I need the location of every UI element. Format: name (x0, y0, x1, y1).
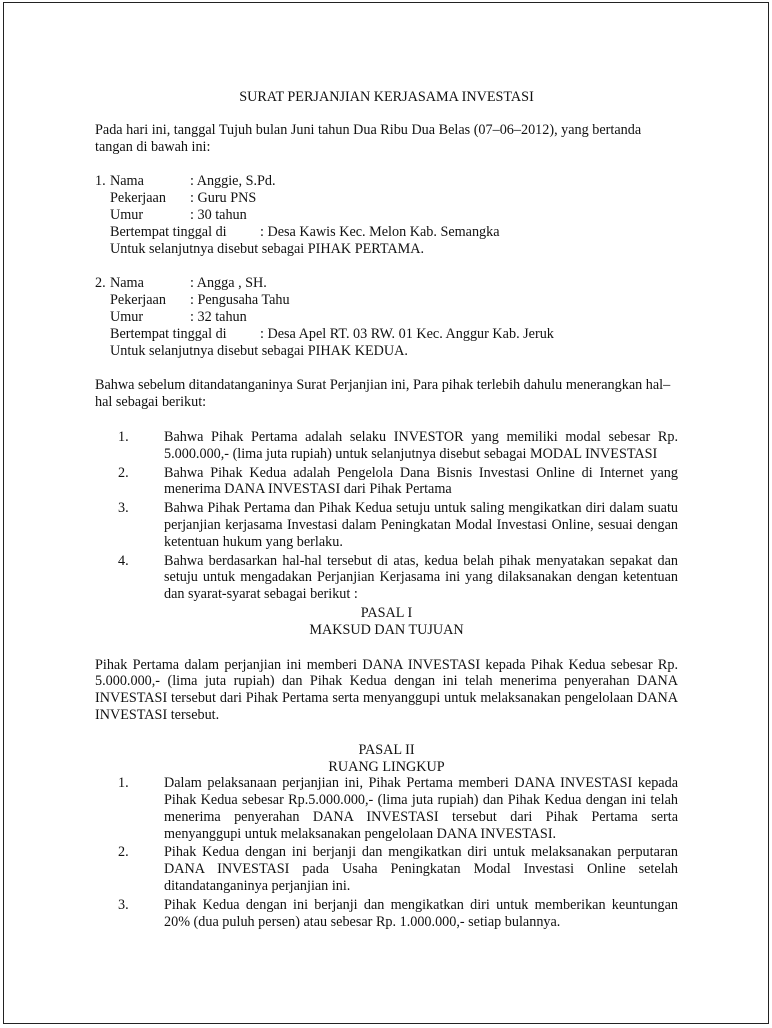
party2-note-row (95, 343, 678, 360)
party1-age-value: : 30 tahun (190, 206, 247, 223)
party2-name-label: Nama (110, 275, 144, 292)
list-item: 1. Dalam pelaksanaan perjanjian ini, Pihak Pertama memberi DANA INVESTASI kepada Pihak Kedua sebesar Rp.5.000.000,- (lima juta rupiah) dan Pihak Kedua dengan ini telah menerima penyerahan DANA INVESTASI tersebut dari Pihak Pertama serta menyanggupi untuk melaksanakan pengelolaan DANA INVESTASI. (118, 775, 678, 842)
party2-age-label: Umur (110, 308, 144, 325)
party2-job-value: : Pengusaha Tahu (190, 292, 290, 309)
party-second (95, 275, 678, 359)
party2-age-row (95, 309, 678, 326)
party1-note-row (95, 241, 678, 258)
party1-name-label: Nama (110, 173, 144, 190)
spacer (95, 639, 678, 657)
party2-job-row (95, 292, 678, 309)
party1-job-label: Pekerjaan (110, 190, 166, 207)
document-title: SURAT PERJANJIAN KERJASAMA INVESTASI (239, 89, 534, 105)
party1-job-row (95, 190, 678, 207)
party1-address-row (95, 224, 678, 241)
list-item: 3. Pihak Kedua dengan ini berjanji dan mengikatkan diri untuk memberikan keuntungan 20% (dua puluh persen) atau sebesar Rp. 1.000.000,- setiap bulannya. (118, 896, 678, 930)
list-item: 1. Bahwa Pihak Pertama adalah selaku INVESTOR yang memiliki modal sebesar Rp. 5.000.000,- (lima juta rupiah) untuk selanjutnya disebut sebagai MODAL INVESTASI (118, 428, 678, 462)
party1-name-value: : Anggie, S.Pd. (190, 173, 276, 190)
party1-age-label: Umur (110, 206, 144, 223)
party1-address-label: Bertempat tinggal di (110, 223, 227, 240)
party2-address-row (95, 326, 678, 343)
list-item: 2. Bahwa Pihak Kedua adalah Pengelola Dana Bisnis Investasi Online di Internet yang menerima DANA INVESTASI dari Pihak Pertama (118, 464, 678, 498)
pasal1-subheading: MAKSUD DAN TUJUAN (309, 621, 464, 638)
pasal2-heading: PASAL II (358, 741, 415, 758)
pasal2-subheading: RUANG LINGKUP (328, 758, 445, 775)
preamble-paragraph: Bahwa sebelum ditandatanganinya Surat Perjanjian ini, Para pihak terlebih dahulu menerangkan hal–hal sebagai berikut: (95, 377, 671, 411)
party1-note: Untuk selanjutnya disebut sebagai PIHAK PERTAMA. (110, 240, 425, 257)
intro-paragraph: Pada hari ini, tanggal Tujuh bulan Juni tahun Dua Ribu Dua Belas (07–06–2012), yang bertanda tangan di bawah ini: (95, 121, 642, 155)
party2-note: Untuk selanjutnya disebut sebagai PIHAK KEDUA. (110, 342, 408, 359)
party-first (95, 173, 678, 257)
party2-job-label: Pekerjaan (110, 292, 166, 309)
list-item: 3. Bahwa Pihak Pertama dan Pihak Kedua setuju untuk saling mengikatkan diri dalam suatu perjanjian kerjasama Investasi dalam Peningkatan Modal Investasi Online, sesuai dengan ketentuan hukum yang berlaku. (118, 500, 678, 550)
party1-job-value: : Guru PNS (190, 190, 257, 207)
recitals-list (95, 429, 678, 603)
party2-age-value: : 32 tahun (190, 308, 247, 325)
list-item: 2. Pihak Kedua dengan ini berjanji dan mengikatkan diri untuk melaksanakan perputaran DANA INVESTASI pada Usaha Peningkatan Modal Investasi Online setelah ditandatanganinya perjanjian ini. (118, 844, 678, 895)
party1-address-value: : Desa Kawis Kec. Melon Kab. Semangka (260, 223, 500, 240)
list-item: 4. Bahwa berdasarkan hal-hal tersebut di atas, kedua belah pihak menyatakan sepakat dan setuju untuk mengadakan Perjanjian Kerjasama ini yang dilaksanakan dengan ketentuan dan syarat-syarat sebagai berikut : (118, 552, 678, 603)
party2-number: 2. (95, 275, 106, 292)
document-body (95, 89, 678, 932)
party2-name-value: : Angga , SH. (190, 275, 267, 292)
pasal1-body: Pihak Pertama dalam perjanjian ini memberi DANA INVESTASI kepada Pihak Kedua sebesar Rp. 5.000.000,- (lima juta rupiah) dan Pihak Kedua dengan ini telah menerima penyerahan DANA INVESTASI tersebut dari Pihak Pertama serta menyanggupi untuk melaksanakan pengelolaan DANA INVESTASI tersebut. (95, 656, 678, 723)
pasal2-list (95, 775, 678, 930)
party1-age-row (95, 207, 678, 224)
party1-name-row (95, 173, 678, 190)
pasal1-heading: PASAL I (360, 604, 413, 621)
party2-address-label: Bertempat tinggal di (110, 325, 227, 342)
party2-address-value: : Desa Apel RT. 03 RW. 01 Kec. Anggur Kab. Jeruk (260, 325, 554, 342)
party1-number: 1. (95, 173, 106, 190)
party2-name-row (95, 275, 678, 292)
spacer (95, 724, 678, 742)
